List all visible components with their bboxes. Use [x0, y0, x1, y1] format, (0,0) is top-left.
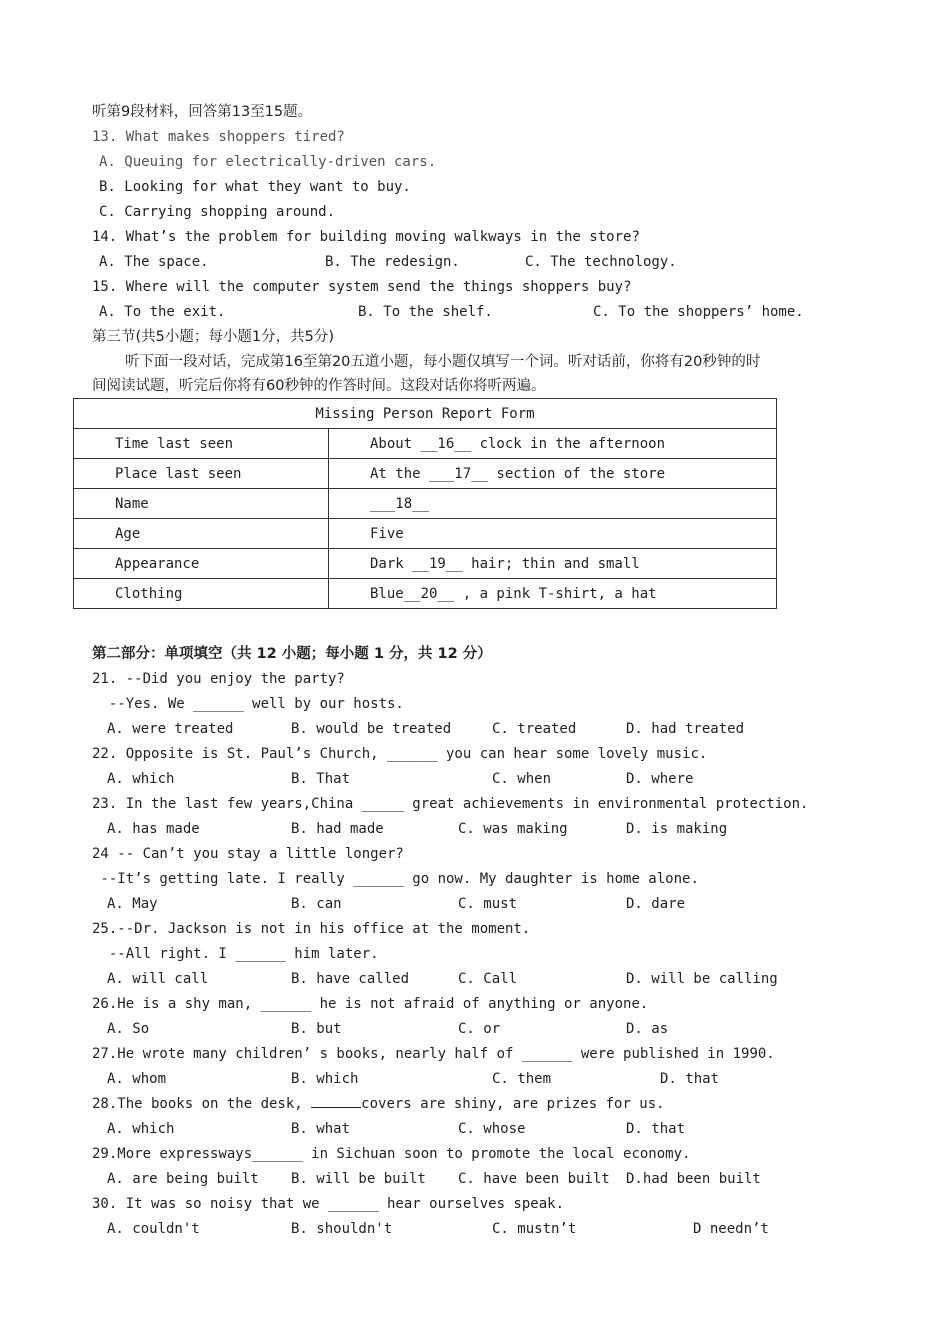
q28-blank: [311, 1095, 361, 1108]
q13-option-a: A. Queuing for electrically-driven cars.: [99, 154, 437, 170]
form-title-row: [74, 399, 777, 429]
q21-option-c: C. treated: [492, 721, 577, 737]
q14-option-a: A. The space.: [99, 254, 209, 270]
q15-stem: 15. Where will the computer system send the things shoppers buy?: [92, 279, 632, 295]
q24-option-d: D. dare: [626, 896, 686, 912]
q22-option-b: B. That: [291, 771, 351, 787]
q25-option-d: D. will be calling: [626, 971, 778, 987]
q30-option-a: A. couldn't: [107, 1221, 200, 1237]
q15-option-a: A. To the exit.: [99, 304, 226, 320]
q13-option-c: C. Carrying shopping around.: [99, 204, 336, 220]
q25-line2: --All right. I ______ him later.: [92, 946, 379, 962]
q28-option-b: B. what: [291, 1121, 351, 1137]
form-value-place: At the ___17__ section of the store: [329, 459, 777, 489]
q22-option-c: C. when: [492, 771, 552, 787]
q22-option-d: D. where: [626, 771, 694, 787]
q28-option-a: A. which: [107, 1121, 175, 1137]
q22-line1: 22. Opposite is St. Paul’s Church, ______ you can hear some lovely music.: [92, 746, 708, 762]
q27-option-d: D. that: [660, 1071, 720, 1087]
q25-option-c: C. Call: [458, 971, 518, 987]
part1-header: 听第9段材料，回答第13至15题。: [92, 104, 313, 120]
q13-stem: 13. What makes shoppers tired?: [92, 129, 345, 145]
q29-line1: 29.More expressways______ in Sichuan soon to promote the local economy.: [92, 1146, 691, 1162]
q22-option-a: A. which: [107, 771, 175, 787]
q23-option-a: A. has made: [107, 821, 200, 837]
q21-line2: --Yes. We ______ well by our hosts.: [92, 696, 404, 712]
form-row: [74, 579, 777, 609]
form-value-clothing: Blue__20__ , a pink T-shirt, a hat: [329, 579, 777, 609]
q14-stem: 14. What’s the problem for building moving walkways in the store?: [92, 229, 640, 245]
q24-option-b: B. can: [291, 896, 342, 912]
q23-option-b: B. had made: [291, 821, 384, 837]
q23-line1: 23. In the last few years,China _____ great achievements in environmental protection.: [92, 796, 809, 812]
form-value-appearance: Dark __19__ hair; thin and small: [329, 549, 777, 579]
form-row: [74, 459, 777, 489]
q28-line1-start: 28.The books on the desk,: [92, 1096, 312, 1112]
q27-option-c: C. them: [492, 1071, 552, 1087]
form-row: [74, 549, 777, 579]
form-value-age: Five: [329, 519, 777, 549]
q27-option-a: A. whom: [107, 1071, 167, 1087]
q28-option-d: D. that: [626, 1121, 686, 1137]
q24-option-c: C. must: [458, 896, 518, 912]
missing-person-form: [73, 398, 777, 609]
q30-option-d: D needn’t: [693, 1221, 769, 1237]
q29-option-c: C. have been built: [458, 1171, 610, 1187]
q15-option-c: C. To the shoppers’ home.: [593, 304, 804, 320]
q21-line1: 21. --Did you enjoy the party?: [92, 671, 345, 687]
form-label-time: Time last seen: [74, 429, 329, 459]
section3-instruction-line1: 听下面一段对话，完成第16至第20五道小题，每小题仅填写一个词。听对话前，你将有20秒钟的时: [125, 354, 761, 370]
form-row: [74, 519, 777, 549]
q28-line1: [92, 1095, 665, 1113]
form-label-age: Age: [74, 519, 329, 549]
q25-option-b: B. have called: [291, 971, 410, 987]
q26-option-c: C. or: [458, 1021, 501, 1037]
section3-header: 第三节(共5小题；每小题1分，共5分): [92, 329, 334, 345]
q30-option-c: C. mustn’t: [492, 1221, 577, 1237]
form-title: Missing Person Report Form: [74, 399, 777, 429]
q14-option-b: B. The redesign.: [325, 254, 460, 270]
q24-line2: --It’s getting late. I really ______ go now. My daughter is home alone.: [92, 871, 699, 887]
q26-option-d: D. as: [626, 1021, 669, 1037]
form-label-clothing: Clothing: [74, 579, 329, 609]
q25-option-a: A. will call: [107, 971, 209, 987]
form-label-place: Place last seen: [74, 459, 329, 489]
q13-option-b: B. Looking for what they want to buy.: [99, 179, 411, 195]
q27-line1: 27.He wrote many children’ s books, nearly half of ______ were published in 1990.: [92, 1046, 775, 1062]
q29-option-d: D.had been built: [626, 1171, 761, 1187]
q29-option-a: A. are being built: [107, 1171, 259, 1187]
q21-option-d: D. had treated: [626, 721, 745, 737]
q29-option-b: B. will be built: [291, 1171, 426, 1187]
form-label-name: Name: [74, 489, 329, 519]
q24-option-a: A. May: [107, 896, 158, 912]
q23-option-c: C. was making: [458, 821, 568, 837]
q15-option-b: B. To the shelf.: [358, 304, 493, 320]
q28-option-c: C. whose: [458, 1121, 526, 1137]
q26-line1: 26.He is a shy man, ______ he is not afraid of anything or anyone.: [92, 996, 649, 1012]
q30-line1: 30. It was so noisy that we ______ hear ourselves speak.: [92, 1196, 565, 1212]
q21-option-b: B. would be treated: [291, 721, 452, 737]
q27-option-b: B. which: [291, 1071, 359, 1087]
q14-option-c: C. The technology.: [525, 254, 677, 270]
form-row: [74, 489, 777, 519]
q28-line1-end: covers are shiny, are prizes for us.: [361, 1096, 665, 1112]
form-label-appearance: Appearance: [74, 549, 329, 579]
q21-option-a: A. were treated: [107, 721, 234, 737]
part2-header: 第二部分：单项填空（共 12 小题；每小题 1 分，共 12 分）: [92, 646, 492, 662]
form-row: [74, 429, 777, 459]
q24-line1: 24 -- Can’t you stay a little longer?: [92, 846, 404, 862]
form-value-time: About __16__ clock in the afternoon: [329, 429, 777, 459]
section3-instruction-line2: 间阅读试题，听完后你将有60秒钟的作答时间。这段对话你将听两遍。: [92, 378, 546, 394]
q30-option-b: B. shouldn't: [291, 1221, 393, 1237]
form-value-name: ___18__: [329, 489, 777, 519]
q26-option-b: B. but: [291, 1021, 342, 1037]
q26-option-a: A. So: [107, 1021, 150, 1037]
q25-line1: 25.--Dr. Jackson is not in his office at the moment.: [92, 921, 531, 937]
q23-option-d: D. is making: [626, 821, 728, 837]
